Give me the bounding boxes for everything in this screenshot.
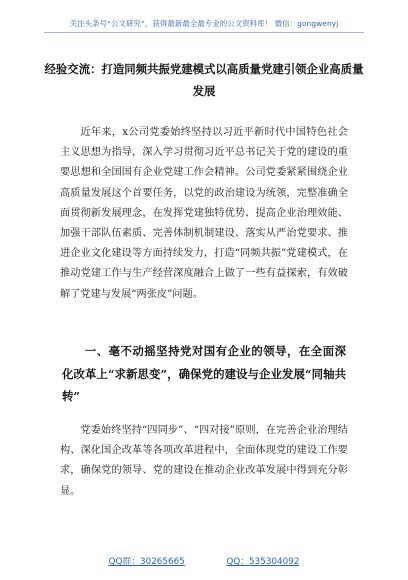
document-title: 经验交流：打造同频共振党建模式以高质量党建引领企业高质量发展 [44,62,364,98]
section-heading-1: 一、毫不动摇坚持党对国有企业的领导，在全面深化改革上“求新思变”，确保党的建设与企业发展“同轴共转” [62,344,346,403]
footer-qq-group-label: QQ群： [108,557,141,567]
footer-qq-number[interactable]: 535304092 [249,557,300,567]
paragraph-section-1: 党委始终坚持“四同步”、“四对接”原则，在完善企业治理结构、深化国企改革等各项改革进程中，全面体现党的建设工作要求，确保党的领导、党的建设在推动企业改革发展中得到充分彰显。 [60,425,348,497]
paragraph-intro: 近年来，x公司党委始终坚持以习近平新时代中国特色社会主义思想为指导，深入学习贯彻习近平总书记关于党的建设的重要思想和全国国有企业党建工作会精神。公司党委紧紧围绕企业高质量发展这个首要任务，以党的政治建设为统领，完整准确全面贯彻新发展理念，在发挥党建独特优势、提高企业治理效能、加强干部队伍素质、完善体制机制建设、落实从严治党要求、推进企业文化建设等方面持续发力，打造“同频共振”党建模式，在推动党建工作与生产经营深度融合上做了一些有益探索，有效破解了党建与发展“两张皮”问题。 [60,127,348,300]
header-divider [44,32,364,33]
footer-qq-label: QQ： [226,557,250,567]
footer-qq-group-number[interactable]: 30265665 [140,557,185,567]
footer-contact [0,554,408,567]
header-banner: 关注头条号“公文研究”，获得最新最全最专业的公文资料库！ 微信：gongwenyj [69,19,339,28]
